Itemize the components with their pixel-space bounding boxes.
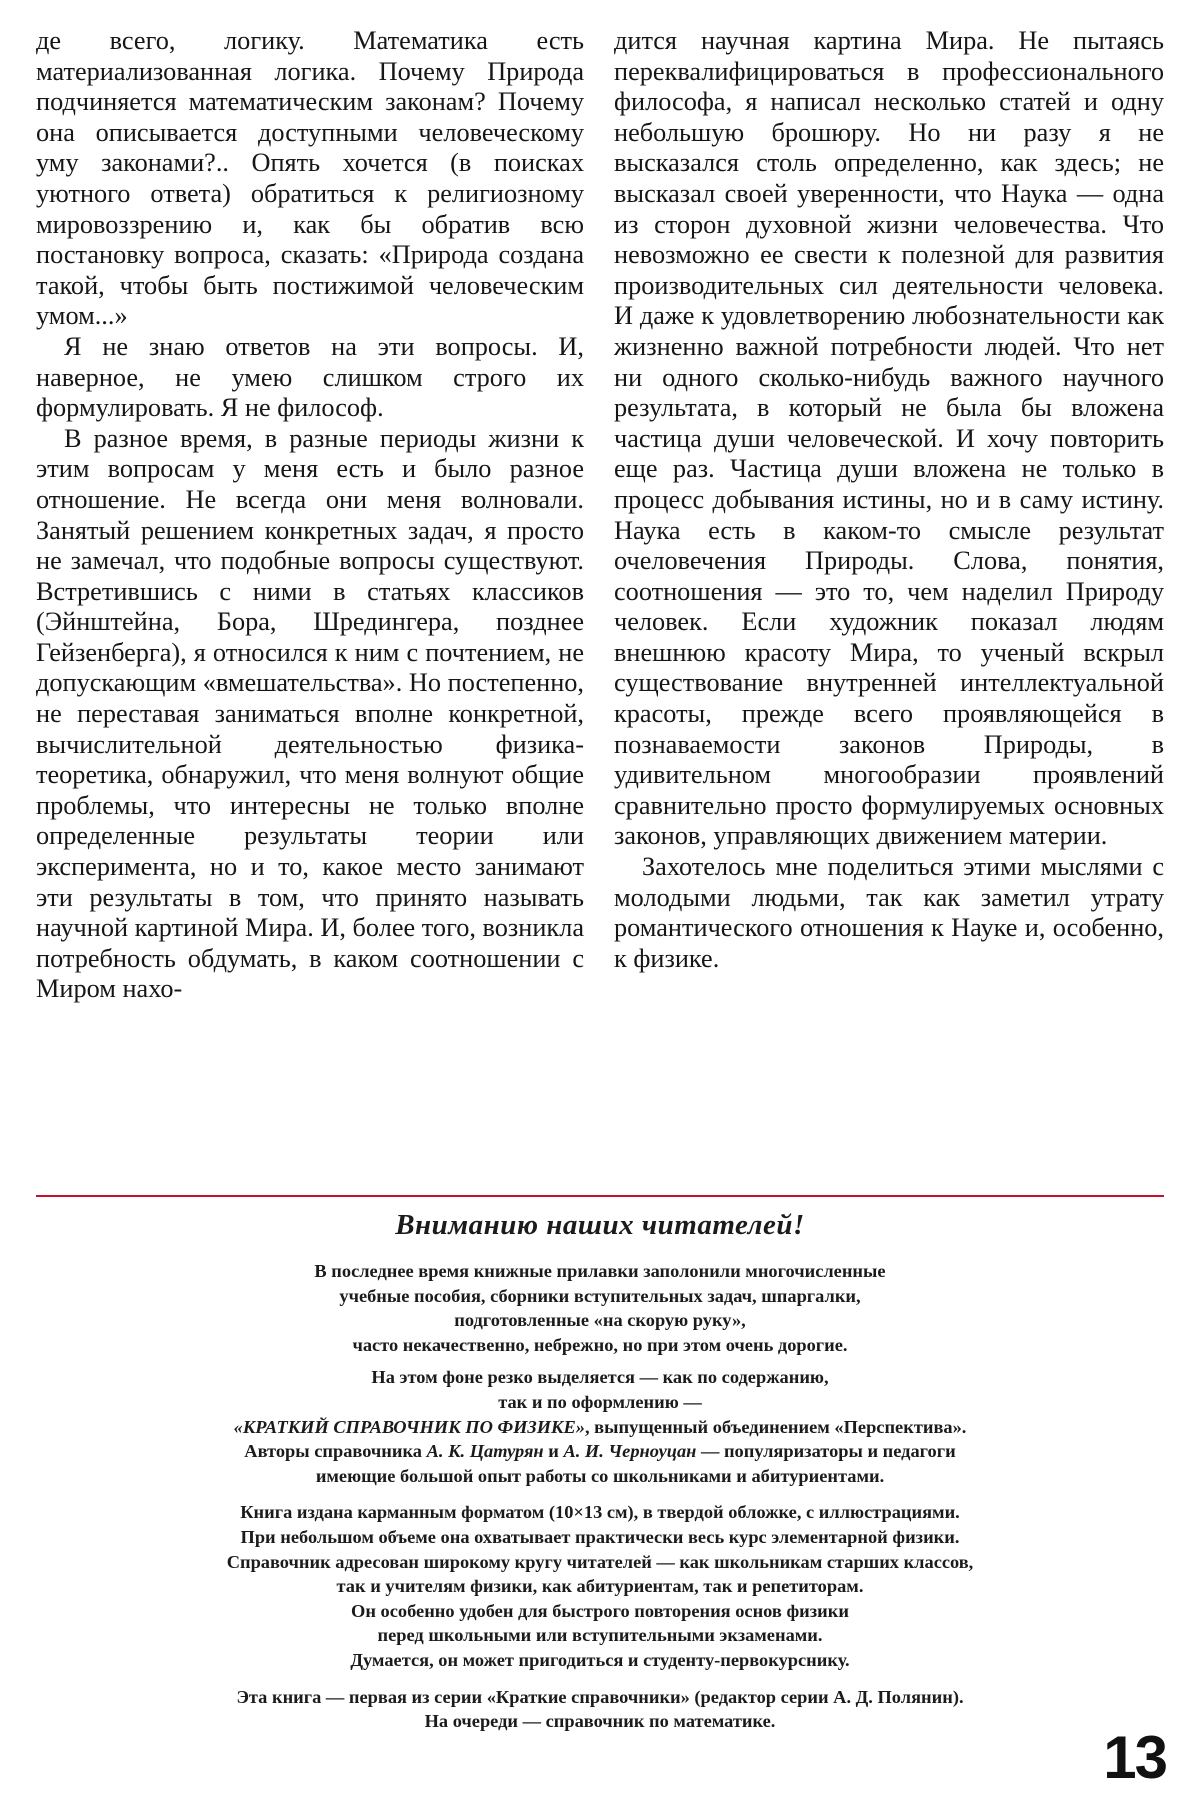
readers-notice (36, 1207, 1164, 1742)
notice-line: При небольшом объеме она охватывает практически весь курс элементарной физики. (240, 1526, 960, 1547)
article-right-column (614, 26, 1164, 974)
notice-line: На этом фоне резко выделяется — как по содержанию, (371, 1367, 829, 1388)
notice-line: Он особенно удобен для быстрого повторения основ физики (351, 1600, 849, 1621)
notice-line: так и учителям физики, как абитуриентам, так и репетиторам. (336, 1576, 864, 1597)
notice-line: перед школьными или вступительными экзаменами. (377, 1625, 823, 1646)
notice-line: имеющие большой опыт работы со школьниками и абитуриентами. (315, 1465, 885, 1486)
notice-paragraph (36, 1500, 1164, 1672)
notice-line: В последнее время книжные прилавки заполонили многочисленные (314, 1261, 886, 1281)
article-paragraph: Захотелось мне поделиться этими мыслями с молодыми людьми, так как заметил утрату романтического отношения к Науке и, особенно, к физике. (614, 852, 1164, 973)
article-paragraph: де всего, логику. Математика есть материализованная логика. Почему Природа подчиняется математическим законам? Почему она описывается доступными человеческому уму законами?.. Опять хочется (в поисках уютного ответа) обратиться к религиозному мировоззрению и, как бы обратив всю постановку вопроса, сказать: «Природа создана такой, чтобы быть постижимой человеческим умом...» (36, 26, 584, 331)
notice-line: подготовленные «на скорую руку», (454, 1310, 746, 1331)
authors-suffix: — популяризаторы и педагоги (696, 1441, 956, 1462)
notice-line: Справочник адресован широкому кругу читателей — как школьникам старших классов, (226, 1551, 974, 1572)
notice-line: Эта книга — первая из серии «Краткие справочники» (редактор серии А. Д. Полянин). (236, 1686, 964, 1707)
notice-line (36, 1415, 1164, 1440)
notice-line: так и по оформлению — (498, 1391, 702, 1412)
article-paragraph: В разное время, в разные периоды жизни к этим вопросам у меня есть и было разное отношение. Не всегда они меня волновали. Занятый решением конкретных задач, я просто не замечал, что подобные вопросы существуют. Встретившись с ними в статьях классиков (Эйнштейна, Бора, Шредингера, позднее Гейзенберга), я относился к ним с почтением, не допускающим «вмешательства». Но постепенно, не переставая заниматься вполне конкретной, вычислительной деятельностью физика-теоретика, обнаружил, что меня волнуют общие проблемы, что интересны не только вполне определенные результаты теории или эксперимента, но и то, какое место занимают эти результаты в том, что принято называть научной картиной Мира. И, более того, возникла потребность обдумать, в каком соотношении с Миром нахо- (36, 423, 584, 1004)
notice-paragraph (36, 1685, 1164, 1734)
notice-line: учебные пособия, сборники вступительных задач, шпаргалки, (339, 1285, 861, 1306)
authors-and: и (543, 1441, 564, 1462)
notice-title: Вниманию наших читателей! (395, 1209, 805, 1241)
notice-line: Думается, он может пригодиться и студенту-первокурснику. (350, 1649, 850, 1670)
notice-line: Книга издана карманным форматом (10×13 см), в твердой обложке, с иллюстрациями. (240, 1502, 960, 1523)
red-divider-line (36, 1195, 1164, 1197)
book-publisher: , выпущенный объединением «Перспектива». (584, 1416, 967, 1437)
author-name: А. И. Черноуцан (563, 1441, 697, 1462)
notice-line: часто некачественно, небрежно, но при этом очень дорогие. (352, 1334, 848, 1355)
notice-line (36, 1439, 1164, 1464)
authors-prefix: Авторы справочника (244, 1441, 427, 1462)
article-paragraph: дится научная картина Мира. Не пытаясь переквалифицироваться в профессионального философа, я написал несколько статей и одну небольшую брошюру. Но ни разу я не высказался столь определенно, как здесь; не высказал своей уверенности, что Наука — одна из сторон духовной жизни человечества. Что невозможно ее свести к полезной для развития производительных сил деятельности человека. И даже к удовлетворению любознательности как жизненно важной потребности людей. Что нет ни одного сколько-нибудь важного научного результата, в который не была бы вложена частица души человеческой. И хочу повторить еще раз. Частица души вложена не только в процесс добывания истины, но и в саму истину. Наука есть в каком-то смысле результат очеловечения Природы. Слова, понятия, соотношения — это то, чем наделил Природу человек. Если художник показал людям внешнюю красоту Мира, то ученый вскрыл существование внутренней интеллектуальной красоты, прежде всего проявляющейся в познаваемости законов Природы, в удивительном многообразии проявлений сравнительно просто формулируемых основных законов, управляющих движением материи. (614, 26, 1164, 851)
article-paragraph: Я не знаю ответов на эти вопросы. И, наверное, не умею слишком строго их формулировать. Я не философ. (36, 331, 584, 423)
book-title: «КРАТКИЙ СПРАВОЧНИК ПО ФИЗИКЕ» (233, 1416, 585, 1437)
notice-paragraph (36, 1259, 1164, 1357)
page-number: 13 (1103, 1724, 1166, 1791)
author-name: А. К. Цатурян (426, 1441, 544, 1462)
notice-paragraph (36, 1365, 1164, 1488)
notice-line: На очереди — справочник по математике. (424, 1711, 776, 1732)
article-left-column (36, 26, 584, 1005)
